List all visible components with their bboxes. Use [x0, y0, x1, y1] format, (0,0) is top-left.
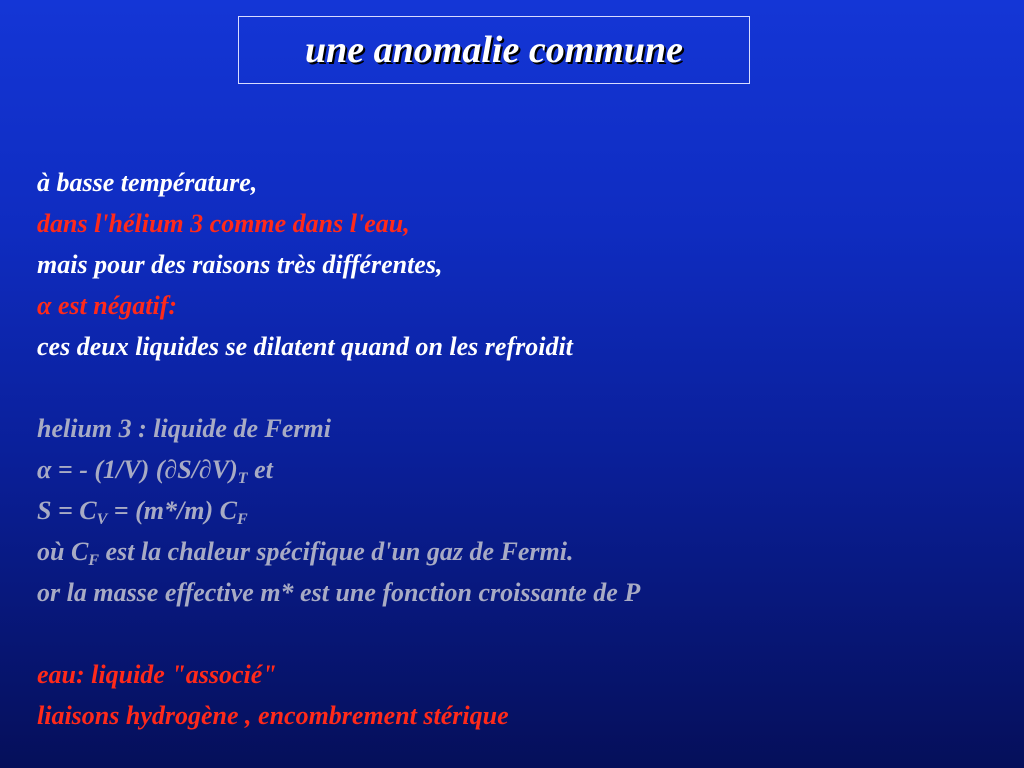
- p3-line-hydrogen-bonds: liaisons hydrogène , encombrement stérique: [37, 701, 509, 730]
- entropy-formula-mid: = (m*/m) C: [107, 496, 237, 525]
- title-box: [238, 16, 750, 84]
- p3-line-associated-liquid: eau: liquide "associé": [37, 660, 277, 689]
- p2-line-entropy-formula: [37, 490, 997, 531]
- entropy-formula-start: S = C: [37, 496, 97, 525]
- subscript-f: F: [236, 511, 248, 528]
- p1-line-different-reasons: mais pour des raisons très différentes,: [37, 250, 443, 279]
- spacer: [37, 613, 997, 654]
- subscript-t: T: [237, 470, 248, 487]
- p1-line-liquids-expand: ces deux liquides se dilatent quand on les refroidit: [37, 332, 573, 361]
- p2-line-specific-heat: [37, 531, 997, 572]
- subscript-v: V: [96, 511, 108, 528]
- slide-title: une anomalie commune: [305, 29, 683, 71]
- p1-line-alpha-negative: [37, 285, 997, 326]
- p1-line-helium-and-water: dans l'hélium 3 comme dans l'eau,: [37, 209, 410, 238]
- p2-line-alpha-formula: [37, 449, 997, 490]
- alpha-negative-text: est négatif:: [51, 291, 178, 320]
- alpha-symbol: α: [37, 455, 52, 484]
- alpha-formula-et: et: [247, 455, 273, 484]
- p2-line-effective-mass: or la masse effective m* est une fonction croissante de P: [37, 578, 641, 607]
- p1-line-low-temperature: à basse température,: [37, 168, 258, 197]
- slide-body: [37, 162, 997, 736]
- specific-heat-rest: est la chaleur spécifique d'un gaz de Fermi.: [98, 537, 574, 566]
- alpha-symbol: α: [37, 291, 52, 320]
- subscript-f: F: [88, 552, 99, 569]
- p2-line-fermi-liquid: helium 3 : liquide de Fermi: [37, 414, 331, 443]
- spacer: [37, 367, 997, 408]
- specific-heat-start: où C: [37, 537, 89, 566]
- alpha-formula-text: = - (1/V) (∂S/∂V): [51, 455, 238, 484]
